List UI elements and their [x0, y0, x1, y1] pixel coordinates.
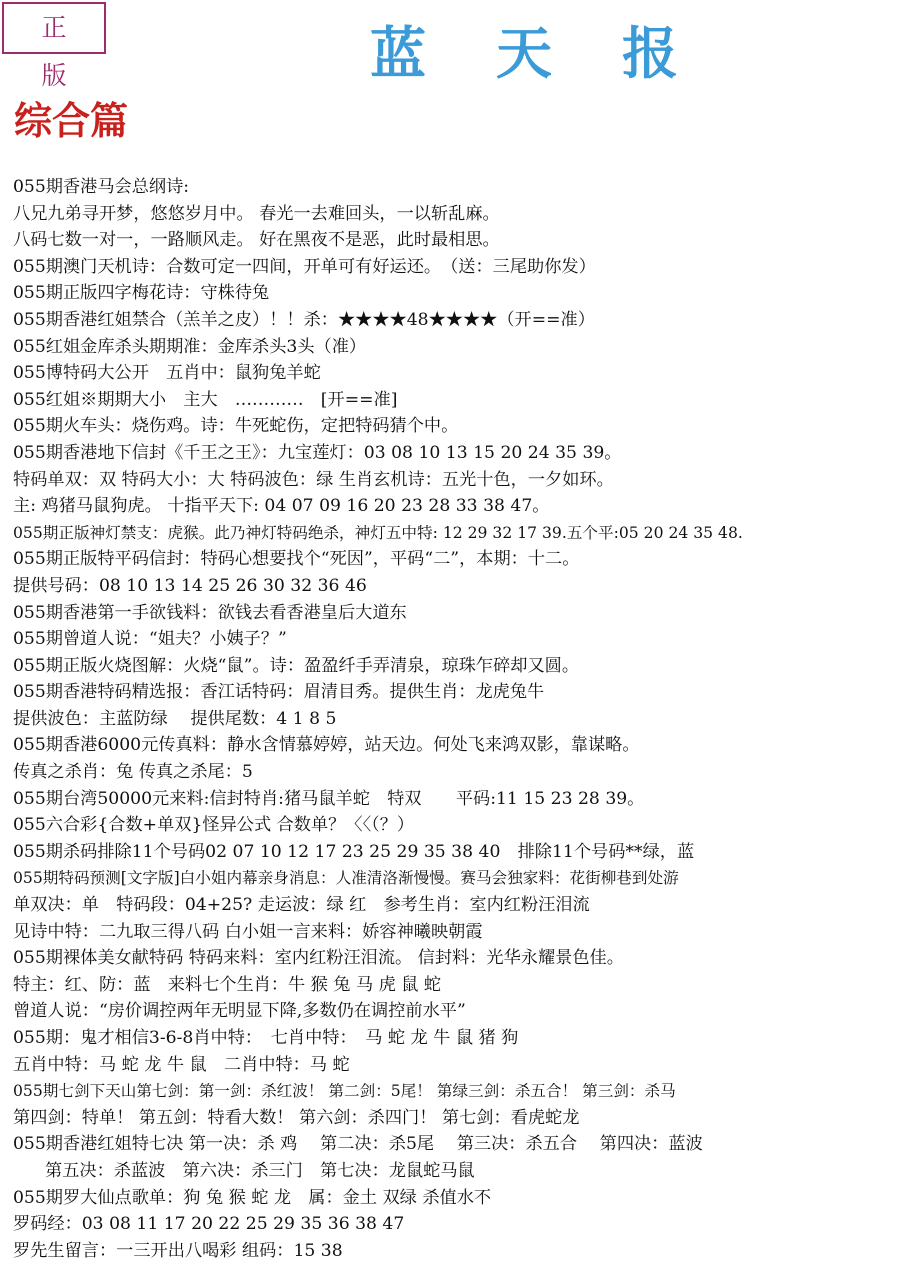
text-line: 罗码经：03 08 11 17 20 22 25 29 35 36 38 47: [13, 1214, 405, 1235]
text-line: 055期香港马会总纲诗:: [13, 177, 190, 197]
text-line: 055期香港红姐禁合（羔羊之皮）！！杀：★★★★48★★★★（开==准）: [13, 309, 595, 330]
text-line: 055期台湾50000元来料:信封特肖:猪马鼠羊蛇 特双 平码:11 15 23 28 39。: [13, 788, 645, 809]
text-line: 见诗中特：二九取三得八码 白小姐一言来料：娇容神曦映朝霞: [13, 921, 483, 942]
text-line: 055期澳门天机诗：合数可定一四间，开单可有好运还。 （送：三尾助你发）: [13, 256, 596, 277]
newspaper-title: 蓝天报: [370, 21, 748, 87]
text-line: 055期香港6000元传真料：静水含情慕婷婷，站天边。何处飞来鸿双影，靠谋略。: [13, 735, 640, 756]
text-line: 055期曾道人说：“姐夫？小姨子？”: [13, 629, 287, 650]
text-line: 055期香港第一手欲钱料：欲钱去看香港皇后大道东: [13, 602, 407, 623]
text-line: 八码七数一对一，一路顺风走。 好在黑夜不是恶，此时最相思。: [13, 230, 500, 251]
text-line: 055期特码预测[文字版]白小姐内幕亲身消息：人准清洛渐慢慢。赛马会独家料：花街柳巷到处游: [13, 869, 679, 888]
text-line: 第四剑：特单！ 第五剑：特看大数！ 第六剑：杀四门！ 第七剑：看虎蛇龙: [13, 1107, 580, 1128]
text-line: 055六合彩{合数+单双}怪异公式 合数单？〈〈（？）: [13, 815, 415, 836]
section-heading: 综合篇: [14, 98, 129, 143]
text-line: 罗先生留言：一三开出八喝彩 组码：15 38: [13, 1240, 343, 1261]
text-line: 八兄九弟寻开梦，悠悠岁月中。 春光一去难回头，一以斩乱麻。: [13, 203, 500, 224]
text-line: 055红姐※期期大小 主大 ………… [开==准]: [13, 389, 398, 410]
text-line: 055期正版特平码信封：特码心想要找个“死因”，平码“二”，本期：十二。: [13, 549, 580, 570]
article-body: [13, 174, 899, 1264]
text-line: 特码单双：双 特码大小：大 特码波色：绿 生肖玄机诗：五光十色，一夕如环。: [13, 469, 614, 490]
text-line: 五肖中特：马 蛇 龙 牛 鼠 二肖中特：马 蛇: [13, 1054, 350, 1075]
edition-badge: 正版: [2, 2, 106, 54]
text-line: 055红姐金库杀头期期准：金库杀头3头（准）: [13, 336, 367, 357]
text-line: 055期火车头：烧伤鸡。诗：牛死蛇伤，定把特码猜个中。: [13, 416, 459, 437]
text-line: 单双决：单 特码段：04+25? 走运波：绿 红 参考生肖：室内红粉汪泪流: [13, 895, 590, 916]
text-line: 曾道人说：“房价调控两年无明显下降,多数仍在调控前水平”: [13, 1001, 466, 1022]
text-line: 第五决：杀蓝波 第六决：杀三门 第七决：龙鼠蛇马鼠: [45, 1160, 475, 1181]
text-line: 055期正版火烧图解：火烧“鼠”。诗：盈盈纤手弄清泉，琼珠乍碎却又圆。: [13, 655, 580, 676]
text-line: 055期罗大仙点歌单：狗 兔 猴 蛇 龙 属：金土 双绿 杀值水不: [13, 1187, 492, 1208]
text-line: 055期香港特码精选报：香江话特码：眉清目秀。提供生肖：龙虎兔牛: [13, 682, 545, 703]
text-line: 055期正版神灯禁支：虎猴。此乃神灯特码绝杀，神灯五中特: 12 29 32 17 39.五个平:05 20 24 35 48.: [13, 523, 743, 542]
text-line: 055博特码大公开 五肖中：鼠狗兔羊蛇: [13, 363, 321, 384]
text-line: 提供号码：08 10 13 14 25 26 30 32 36 46: [13, 575, 367, 596]
text-line: 055期香港地下信封《千王之王》：九宝莲灯：03 08 10 13 15 20 24 35 39。: [13, 442, 622, 463]
text-line: 055期：鬼才相信3-6-8肖中特： 七肖中特： 马 蛇 龙 牛 鼠 猪 狗: [13, 1028, 519, 1048]
text-line: 传真之杀肖：兔 传真之杀尾：5: [13, 762, 253, 783]
text-line: 提供波色：主蓝防绿 提供尾数：4 1 8 5: [13, 708, 337, 729]
text-line: 055期杀码排除11个号码02 07 10 12 17 23 25 29 35 38 40 排除11个号码**绿，蓝: [13, 841, 695, 862]
text-line: 特主：红、防：蓝 来料七个生肖：牛 猴 兔 马 虎 鼠 蛇: [13, 974, 442, 995]
text-line: 055期正版四字梅花诗：守株待兔: [13, 283, 270, 304]
text-line: 主: 鸡猪马鼠狗虎。 十指平天下: 04 07 09 16 20 23 28 33 38 47。: [13, 496, 550, 517]
text-line: 055期裸体美女献特码 特码来料：室内红粉汪泪流。 信封料：光华永耀景色佳。: [13, 948, 624, 969]
text-line: 055期七剑下天山第七剑：第一剑：杀红波！ 第二剑：5尾！ 第绿三剑：杀五合！ 第三剑：杀马: [13, 1082, 676, 1101]
text-line: 055期香港红姐特七决 第一决：杀 鸡 第二决：杀5尾 第三决：杀五合 第四决：蓝波: [13, 1134, 703, 1155]
